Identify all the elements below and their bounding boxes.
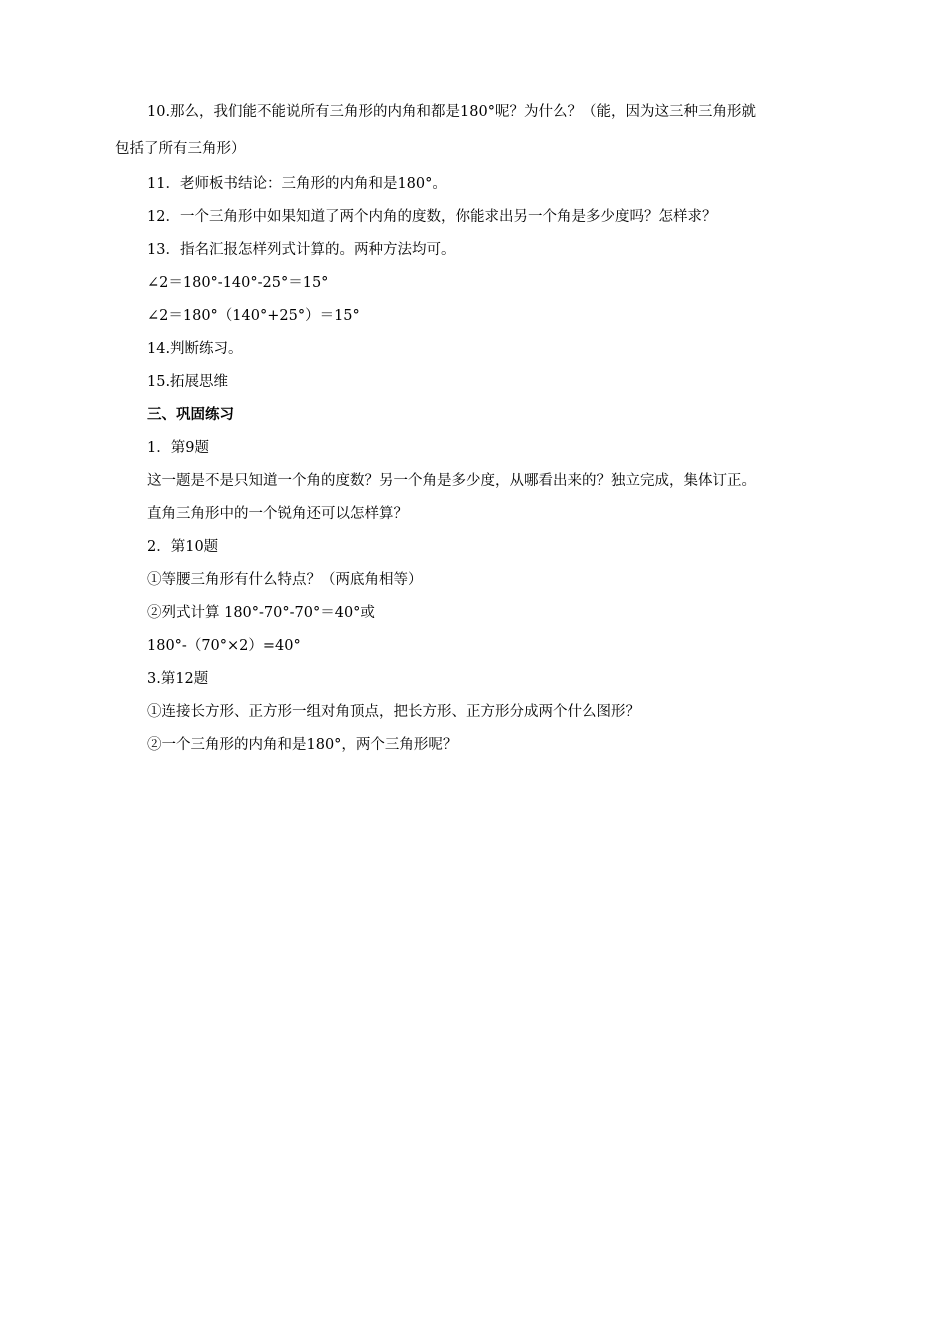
paragraph-13: 13．指名汇报怎样列式计算的。两种方法均可。 — [147, 242, 456, 258]
paragraph-15: 15.拓展思维 — [147, 374, 229, 390]
formula-method-2: ∠2＝180°（140°+25°）＝15° — [147, 308, 360, 324]
paragraph-11: 11．老师板书结论：三角形的内角和是180°。 — [147, 176, 447, 192]
exercise-3-item-1: ①连接长方形、正方形一组对角顶点，把长方形、正方形分成两个什么图形？ — [147, 704, 640, 720]
exercise-2-formula: 180°-（70°×2）=40° — [147, 638, 301, 654]
exercise-2-item-1: ①等腰三角形有什么特点？（两底角相等） — [147, 572, 423, 588]
exercise-3-title: 3.第12题 — [147, 671, 209, 687]
paragraph-14: 14.判断练习。 — [147, 341, 243, 357]
exercise-1-title: 1．第9题 — [147, 440, 209, 456]
paragraph-10-line-2: 包括了所有三角形） — [115, 141, 246, 157]
exercise-1-followup: 直角三角形中的一个锐角还可以怎样算？ — [147, 506, 408, 522]
paragraph-12: 12．一个三角形中如果知道了两个内角的度数，你能求出另一个角是多少度吗？怎样求？ — [147, 209, 717, 225]
exercise-1-question: 这一题是不是只知道一个角的度数？另一个角是多少度，从哪看出来的？独立完成，集体订正。 — [147, 473, 756, 489]
exercise-3-item-2: ②一个三角形的内角和是180°，两个三角形呢？ — [147, 737, 458, 753]
exercise-2-item-2: ②列式计算 180°-70°-70°＝40°或 — [147, 605, 375, 621]
section-heading-practice: 三、巩固练习 — [147, 407, 234, 423]
formula-method-1: ∠2＝180°-140°-25°＝15° — [147, 275, 329, 291]
exercise-2-title: 2．第10题 — [147, 539, 219, 555]
paragraph-10-line-1: 10.那么，我们能不能说所有三角形的内角和都是180°呢？为什么？（能，因为这三种三角形就 — [147, 104, 756, 120]
